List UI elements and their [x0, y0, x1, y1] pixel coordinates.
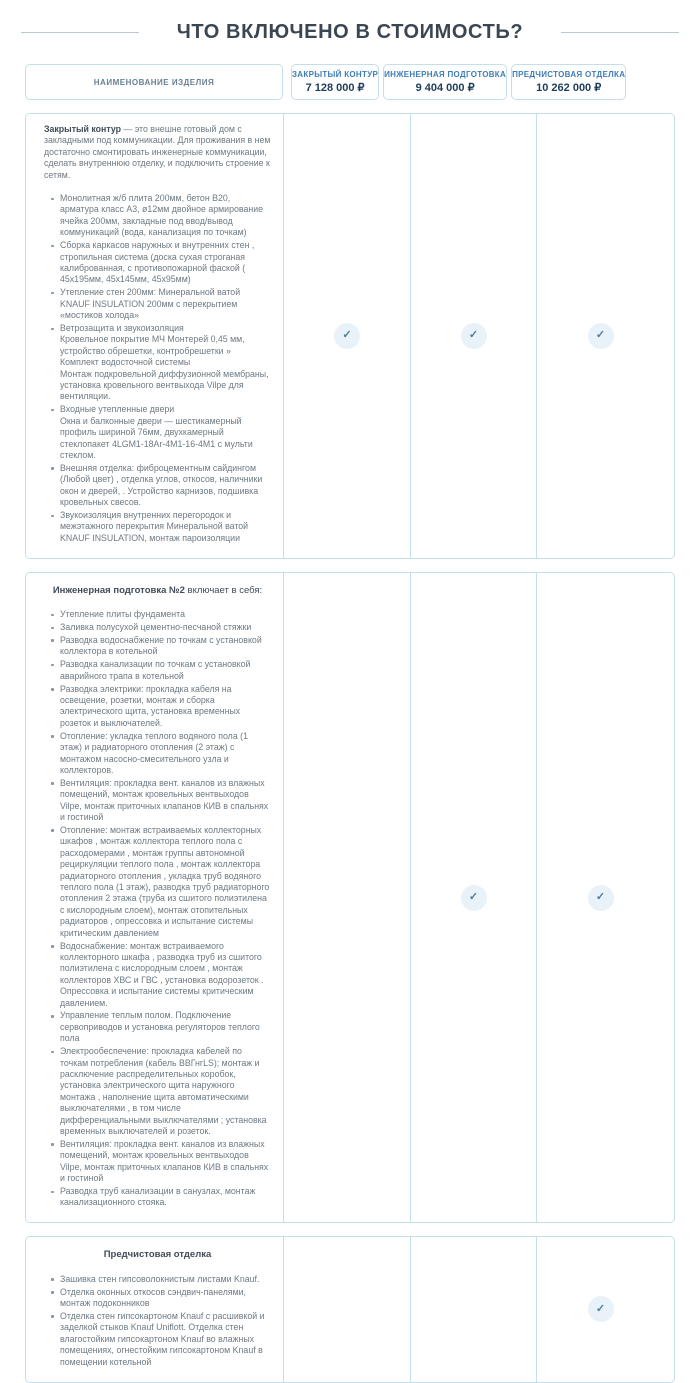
feature-line: Разводка электрики: прокладка кабеля на освещение, розетки, монтаж и сборка электрического щита, установка временных розеток и выключателей. — [60, 683, 241, 728]
row-heading — [44, 1249, 271, 1260]
feature-line: Вентиляция: прокладка вент. каналов из влажных помещений, монтаж кровельных вентвыходов Vilpe, монтаж приточных клапанов КИВ в спальнях и гостиной — [60, 1138, 269, 1184]
feature-item — [51, 1046, 271, 1137]
feature-line: Входные утепленные двери — [60, 404, 175, 415]
check-cell — [536, 1237, 664, 1381]
feature-line: Отопление: укладка теплого водяного пола (1 этаж) и радиаторного отопления (2 этаж) с монтажом насосно-смесительного узла и коллекторов. — [60, 730, 248, 775]
feature-line: Монолитная ж/б плита 200мм, бетон В20, арматура класс А3, ø12мм двойное армирование ячейка 200мм, закладные под ввод/вывод коммуникаций (вода, канализация по точкам) — [60, 193, 264, 238]
feature-item — [51, 463, 271, 509]
package-label: ИНЖЕНЕРНАЯ ПОДГОТОВКА — [384, 70, 507, 79]
feature-item — [51, 825, 271, 939]
package-price: 10 262 000 ₽ — [536, 82, 602, 94]
feature-line: Окна и балконные двери — шестикамерный профиль шириной 76мм, двухкамерный стеклопакет 4LGM1-18Ar-4М1-16-4М1 с мульти стеклом. — [60, 415, 253, 460]
feature-item — [51, 240, 271, 286]
feature-item — [51, 1311, 271, 1368]
feature-item — [51, 659, 271, 682]
price-column-header-1 — [291, 64, 379, 100]
check-cell — [283, 573, 410, 1223]
package-price: 7 128 000 ₽ — [305, 82, 365, 94]
title-left-line — [21, 32, 139, 33]
package-price: 9 404 000 ₽ — [415, 82, 475, 94]
checkmark-glyph: ✓ — [595, 1302, 606, 1315]
name-column-header-label: НАИМЕНОВАНИЕ ИЗДЕЛИЯ — [93, 77, 215, 87]
feature-line: Монтаж подкровельной диффузионной мембраны, установка кровельного вентвыхода Vilpe для вентиляции. — [60, 368, 269, 402]
feature-item — [51, 510, 271, 544]
checkmark-glyph: ✓ — [595, 891, 606, 904]
price-column-header-2 — [383, 64, 507, 100]
page-title-row — [0, 0, 700, 44]
feature-line: Утепление плиты фундамента — [60, 609, 185, 620]
check-cell — [410, 573, 536, 1223]
feature-line: Отделка стен гипсокартоном Knauf с расшивкой и заделкой стыков Knauf Uniflott. Отделка стен влагостойким гипсокартоном Knauf во влажных помещениях, огнестойким гипсокартоном Knauf в помещении котельной — [60, 1310, 265, 1367]
price-column-header-3 — [511, 64, 626, 100]
check-icon — [461, 323, 487, 349]
row-description — [26, 114, 283, 558]
feature-line: Водоснабжение: монтаж встраиваемого коллекторного шкафа , разводка труб из сшитого полиэтилена с кислородным слоем , монтаж коллекторов ХВС и ГВС , установка водорозеток . Опрессовка и испытание системы критическим давлением. — [60, 940, 264, 1008]
feature-line: Разводка труб канализации в санузлах, монтаж канализационного стояка. — [60, 1186, 256, 1208]
feature-list — [44, 609, 271, 1209]
feature-item — [51, 1287, 271, 1310]
check-cell — [283, 1237, 410, 1381]
title-right-line — [561, 32, 679, 33]
feature-line: Отделка оконных откосов сэндвич-панелями, монтаж подоконников — [60, 1286, 247, 1309]
row-lead-title: Закрытый контур — [44, 124, 122, 134]
package-label: ПРЕДЧИСТОВАЯ ОТДЕЛКА — [512, 70, 626, 79]
feature-line: Разводка канализации по точкам с установкой аварийного трапа в котельной — [60, 659, 251, 681]
page-title: ЧТО ВКЛЮЧЕНО В СТОИМОСТЬ? — [176, 21, 524, 43]
pricing-table-body — [0, 113, 700, 1383]
checkmark-glyph: ✓ — [468, 891, 479, 904]
feature-item — [51, 193, 271, 239]
check-cell — [283, 114, 410, 558]
row-heading-title: Инженерная подготовка №2 — [52, 584, 185, 596]
check-icon — [588, 1296, 614, 1322]
table-header-row — [25, 64, 675, 100]
check-icon — [461, 885, 487, 911]
feature-item — [51, 323, 271, 403]
feature-list — [44, 1274, 271, 1368]
check-cell — [536, 114, 664, 558]
checkmark-glyph: ✓ — [342, 329, 352, 342]
check-icon — [334, 323, 360, 349]
checkmark-glyph: ✓ — [595, 329, 606, 342]
row-heading-title: Предчистовая отделка — [103, 1249, 212, 1261]
row-lead-paragraph — [44, 124, 271, 181]
feature-line: Отопление: монтаж встраиваемых коллекторных шкафов , монтаж коллектора теплого пола с расходомерами , монтаж группы автономной рециркуляции теплого пола , монтаж коллектора радиаторного отопления , укладка труб водяного теплого пола (1 этаж), разводка труб радиаторного отопления 2 этажа (труба из сшитого полиэтилена с кислородным слоем), монтаж отопительных радиаторов , опрессовка и испытание системы критическим давлением — [60, 824, 270, 938]
feature-line: Ветрозащита и звукоизоляция — [60, 323, 184, 333]
check-cell — [410, 1237, 536, 1381]
feature-line: Вентиляция: прокладка вент. каналов из влажных помещений, монтаж кровельных вентвыходов Vilpe, монтаж приточных клапанов КИВ в спальнях и гостиной — [60, 777, 269, 823]
feature-item — [51, 287, 271, 321]
table-row — [25, 1236, 675, 1382]
row-lead-text: — это внешне готовый дом с закладными под коммуникации. Для проживания в нем достаточно смонтировать инженерные коммуникации, сделать внутреннюю отделку, и подключить строение к сетям. — [44, 124, 271, 180]
feature-item — [51, 731, 271, 777]
check-icon — [588, 885, 614, 911]
feature-line: Электрообеспечение: прокладка кабелей по точкам потребления (кабель ВВГнгLS); монтаж и расключение распределительных коробок, установка электрического щита наружного монтажа , наполнение щита автоматическими выключателями , в том числе дифференциальными выключателями ; установка временных выключателей и розеток. — [60, 1046, 267, 1136]
table-row — [25, 113, 675, 559]
feature-line: Управление теплым полом. Подключение сервоприводов и установка регуляторов теплого пола — [60, 1010, 260, 1044]
checkmark-glyph: ✓ — [468, 329, 479, 342]
feature-line: Сборка каркасов наружных и внутренних стен , стропильная система (доска сухая строганая калиброванная, с противопожарной фаской ( 45х195мм, 45х145мм, 45х95мм) — [60, 240, 255, 285]
feature-item — [51, 609, 271, 620]
feature-item — [51, 404, 271, 461]
feature-item — [51, 1274, 271, 1285]
feature-line: Звукоизоляция внутренних перегородок и межэтажного перекрытия Минеральной ватой KNAUF INSULATION, монтаж пароизоляции — [60, 510, 249, 543]
check-cell — [410, 114, 536, 558]
check-cell — [536, 573, 664, 1223]
row-description — [26, 1237, 283, 1381]
feature-item — [51, 622, 271, 633]
feature-item — [51, 684, 271, 730]
feature-line: Внешняя отделка: фиброцементным сайдингом (Любой цвет) , отделка углов, откосов, наличники окон и дверей, . Устройство карнизов, подшивка кровельных свесов. — [60, 462, 263, 508]
row-description — [26, 573, 283, 1223]
feature-line: Утепление стен 200мм: Минеральной ватой KNAUF INSULATION 200мм с перекрытием «мостиков холода» — [60, 287, 241, 321]
feature-line: Зашивка стен гипсоволокнистым листами Knauf. — [60, 1273, 260, 1284]
feature-line: Комплект водосточной системы — [60, 357, 191, 368]
feature-line: Кровельное покрытие МЧ Монтерей 0,45 мм, устройство обрешетки, контробрешетки » — [60, 334, 245, 356]
package-label: ЗАКРЫТЫЙ КОНТУР — [292, 70, 379, 79]
name-column-header — [25, 64, 283, 100]
row-heading-text: включает в себя: — [184, 584, 263, 596]
feature-item — [51, 1186, 271, 1209]
feature-item — [51, 1010, 271, 1044]
feature-line: Заливка полусухой цементно-песчаной стяжки — [60, 622, 252, 633]
feature-item — [51, 941, 271, 1009]
feature-list — [44, 193, 271, 544]
feature-item — [51, 1139, 271, 1185]
check-icon — [588, 323, 614, 349]
feature-line: Разводка водоснабжение по точкам с установкой коллектора в котельной — [60, 634, 262, 657]
table-row — [25, 572, 675, 1224]
row-heading — [44, 585, 271, 596]
feature-item — [51, 778, 271, 824]
feature-item — [51, 635, 271, 658]
